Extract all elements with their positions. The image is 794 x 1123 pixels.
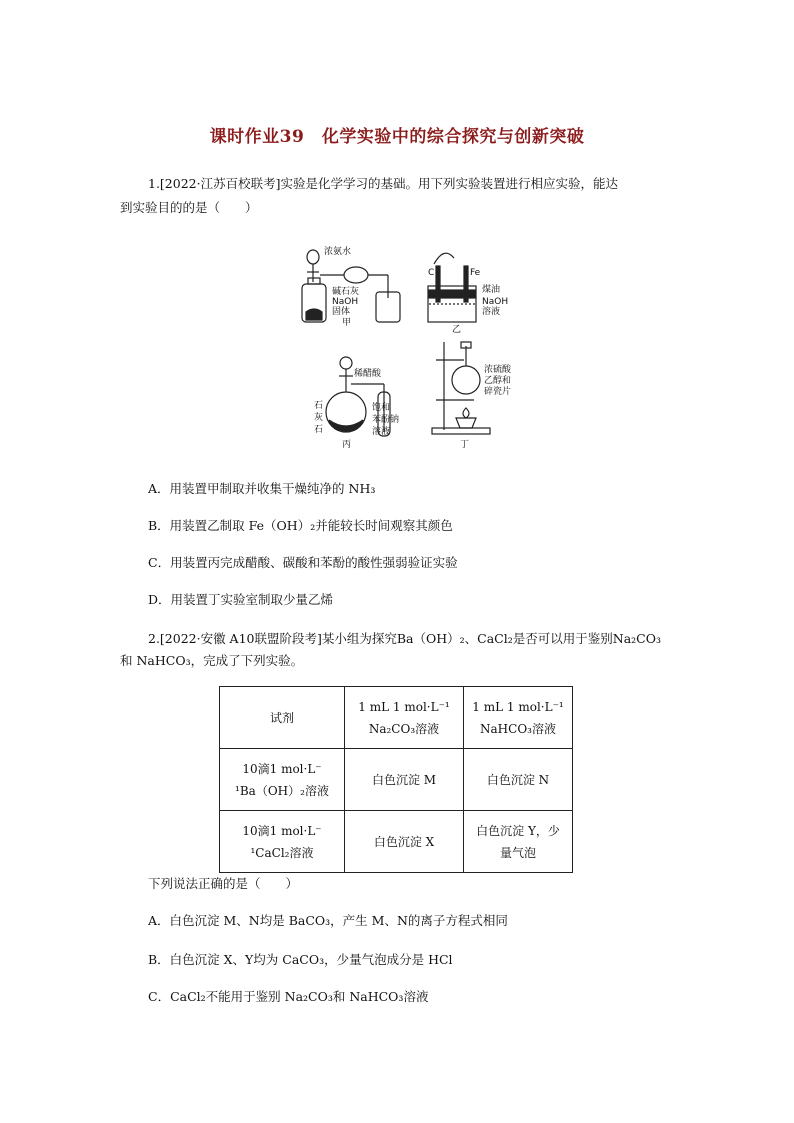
table-header-row: [220, 687, 573, 749]
fig-label-bing-stone3: 石: [314, 425, 324, 435]
table-cell: 10滴1 mol·L⁻ ¹CaCl₂溶液: [220, 811, 345, 873]
fig-label-yi-c: C: [428, 268, 435, 278]
fig-label-jia-top: 浓氨水: [324, 247, 352, 257]
fig-label-yi-name: 乙: [452, 325, 462, 335]
fig-label-bing-acid: 稀醋酸: [354, 369, 382, 379]
table-header-cell: 1 mL 1 mol·L⁻¹ NaHCO₃溶液: [464, 687, 573, 749]
jia-drying-tube: [344, 267, 368, 283]
fig-label-ding-l1: 浓硫酸: [484, 365, 512, 375]
table-row: [220, 749, 573, 811]
q2-question: 下列说法正确的是（ ）: [148, 876, 299, 891]
ding-base: [432, 428, 490, 434]
q1-option-c: C．用装置丙完成醋酸、碳酸和苯酚的酸性强弱验证实验: [148, 555, 458, 570]
reagent-table: [219, 686, 573, 873]
ding-flask: [452, 366, 480, 394]
q1-option-d: D．用装置丁实验室制取少量乙烯: [148, 592, 334, 607]
fig-label-ding-l2: 乙醇和: [484, 376, 512, 386]
q2-option-c: C．CaCl₂不能用于鉴别 Na₂CO₃和 NaHCO₃溶液: [148, 989, 429, 1004]
fig-label-bing-sat3: 溶液: [372, 427, 391, 437]
apparatus-figure: [296, 242, 530, 452]
fig-label-jia-mid2: NaOH: [332, 297, 359, 307]
fig-label-jia-mid1: 碱石灰: [332, 287, 360, 297]
table-cell: 10滴1 mol·L⁻ ¹Ba（OH）₂溶液: [220, 749, 345, 811]
bing-funnel: [340, 357, 352, 369]
jia-funnel-bulb: [307, 250, 319, 264]
page-title: 课时作业39 化学实验中的综合探究与创新突破: [209, 127, 585, 147]
yi-top-wire: [434, 253, 454, 264]
fig-label-bing-stone1: 石: [314, 401, 324, 411]
table-cell: 白色沉淀 N: [464, 749, 573, 811]
table-header-cell: 1 mL 1 mol·L⁻¹ Na₂CO₃溶液: [345, 687, 464, 749]
fig-label-yi-naoh: NaOH: [482, 297, 509, 307]
q1-stem-line1: 1.[2022·江苏百校联考]实验是化学学习的基础。用下列实验装置进行相应实验，能达: [148, 176, 618, 191]
q2-stem-line1: 2.[2022·安徽 A10联盟阶段考]某小组为探究Ba（OH）₂、CaCl₂是否可以用于鉴别Na₂CO₃: [148, 631, 661, 646]
q1-stem-line2: 到实验目的的是（ ）: [120, 200, 258, 215]
fig-label-ding-name: 丁: [460, 440, 470, 450]
table-header-cell: 试剂: [220, 687, 345, 749]
fig-label-yi-sol: 溶液: [482, 307, 501, 317]
jia-solid: [306, 309, 322, 320]
fig-label-bing-name: 丙: [342, 440, 352, 450]
ding-lamp: [456, 418, 476, 428]
q2-stem-line2: 和 NaHCO₃，完成了下列实验。: [120, 653, 304, 668]
q1-option-b: B．用装置乙制取 Fe（OH）₂并能较长时间观察其颜色: [148, 518, 453, 533]
table-row: [220, 811, 573, 873]
fig-label-bing-sat1: 饱和: [372, 403, 391, 413]
fig-label-bing-stone2: 灰: [314, 413, 324, 423]
q2-option-a: A．白色沉淀 M、N均是 BaCO₃，产生 M、N的离子方程式相同: [148, 913, 508, 928]
fig-label-jia-name: 甲: [342, 318, 352, 328]
table-cell: 白色沉淀 M: [345, 749, 464, 811]
table-cell: 白色沉淀 Y，少 量气泡: [464, 811, 573, 873]
q1-option-a: A．用装置甲制取并收集干燥纯净的 NH₃: [148, 481, 376, 496]
fig-label-yi-oil: 煤油: [482, 285, 501, 295]
fig-label-ding-l3: 碎瓷片: [484, 387, 512, 397]
fig-label-bing-sat2: 苯酚钠: [372, 415, 400, 425]
q2-option-b: B．白色沉淀 X、Y均为 CaCO₃，少量气泡成分是 HCl: [148, 952, 453, 967]
table-cell: 白色沉淀 X: [345, 811, 464, 873]
fig-label-yi-fe: Fe: [470, 268, 481, 278]
fig-label-jia-mid3: 固体: [332, 307, 351, 317]
